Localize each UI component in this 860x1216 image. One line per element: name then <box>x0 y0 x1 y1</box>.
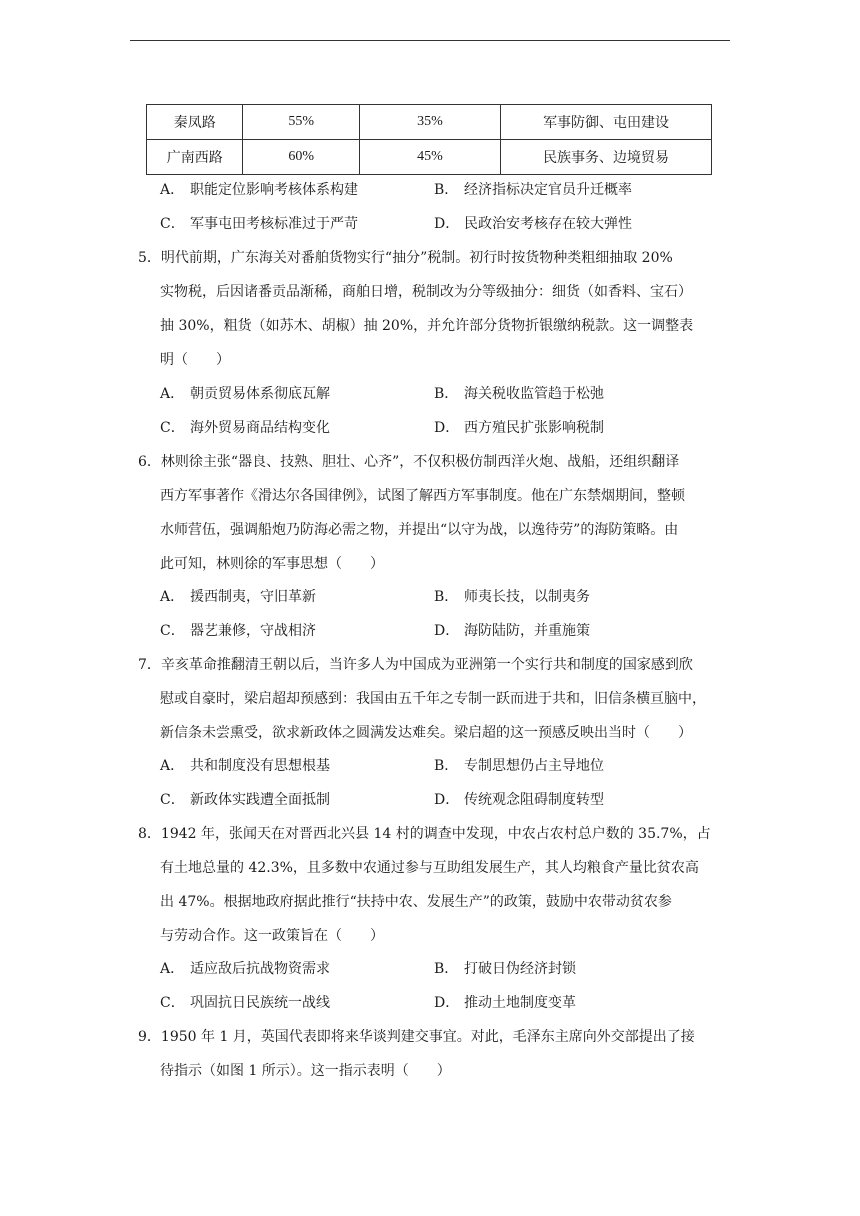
q5-line-2: 实物税，后因诸番贡品渐稀，商舶日增，税制改为分等级抽分：细货（如香料、宝石） <box>160 284 692 300</box>
q6-line-3: 水师营伍，强调船炮乃防海必需之物，并提出“以守为战，以逸待劳”的海防策略。由 <box>160 522 679 538</box>
q8-line-1: 8．1942 年，张闻天在对晋西北兴县 14 村的调查中发现，中农占农村总户数的 35.7%，占 <box>138 826 711 842</box>
q5-option-a[interactable]: A． 朝贡贸易体系彻底瓦解 <box>160 386 330 402</box>
table-cell: 秦凤路 <box>147 105 243 140</box>
q6-option-d[interactable]: D． 海防陆防，并重施策 <box>434 623 590 639</box>
q6-line-4: 此可知，林则徐的军事思想（ ） <box>160 556 384 572</box>
q6-line-2: 西方军事著作《滑达尔各国律例》，试图了解西方军事制度。他在广东禁烟期间，整顿 <box>160 488 685 504</box>
q8-line-4: 与劳动合作。这一政策旨在（ ） <box>160 928 384 944</box>
q7-line-1: 7．辛亥革命推翻清王朝以后，当许多人为中国成为亚洲第一个实行共和制度的国家感到欣 <box>138 657 693 673</box>
q6-line-1: 6．林则徐主张“器良、技熟、胆壮、心齐”，不仅积极仿制西洋火炮、战船，还组织翻译 <box>138 454 680 470</box>
q7-option-c[interactable]: C． 新政体实践遭全面抵制 <box>160 792 330 808</box>
q5-option-c[interactable]: C． 海外贸易商品结构变化 <box>160 420 330 436</box>
q5-option-b[interactable]: B． 海关税收监管趋于松弛 <box>434 386 604 402</box>
q5-line-3: 抽 30%，粗货（如苏木、胡椒）抽 20%，并允许部分货物折银缴纳税款。这一调整表 <box>160 318 694 334</box>
q5-stem <box>138 241 732 377</box>
q5-line-1: 5．明代前期，广东海关对番舶货物实行“抽分”税制。初行时按货物种类粗细抽取 20% <box>138 250 673 266</box>
q5-line-4: 明（ ） <box>160 352 230 368</box>
q9-line-1: 9．1950 年 1 月，英国代表即将来华谈判建交事宜。对此，毛泽东主席向外交部提出了接 <box>138 1029 695 1045</box>
q8-option-d[interactable]: D． 推动土地制度变革 <box>434 995 576 1011</box>
table-cell: 55% <box>243 105 359 140</box>
q4-option-c[interactable]: C． 军事屯田考核标准过于严苛 <box>160 216 358 232</box>
table-cell: 60% <box>243 140 359 175</box>
table-cell: 45% <box>359 140 500 175</box>
q7-option-a[interactable]: A． 共和制度没有思想根基 <box>160 758 330 774</box>
q8-line-2: 有土地总量的 42.3%，且多数中农通过参与互助组发展生产，其人均粮食产量比贫农高 <box>160 860 699 876</box>
q7-option-d[interactable]: D． 传统观念阻碍制度转型 <box>434 792 604 808</box>
q9-line-2: 待指示（如图 1 所示）。这一指示表明（ ） <box>160 1063 451 1079</box>
table-cell: 军事防御、屯田建设 <box>501 105 712 140</box>
q4-option-a[interactable]: A． 职能定位影响考核体系构建 <box>160 182 358 198</box>
q9-stem <box>138 1020 732 1088</box>
q5-option-d[interactable]: D． 西方殖民扩张影响税制 <box>434 420 604 436</box>
header-rule <box>130 40 730 41</box>
q7-stem <box>138 648 732 750</box>
q8-option-a[interactable]: A． 适应敌后抗战物资需求 <box>160 961 330 977</box>
q6-stem <box>138 445 732 581</box>
table-cell: 广南西路 <box>147 140 243 175</box>
q4-option-d[interactable]: D． 民政治安考核存在较大弹性 <box>434 216 632 232</box>
table-row <box>147 140 712 175</box>
q8-line-3: 出 47%。根据地政府据此推行“扶持中农、发展生产”的政策，鼓励中农带动贫农参 <box>160 894 672 910</box>
q6-option-b[interactable]: B． 师夷长技，以制夷务 <box>434 589 590 605</box>
q8-option-b[interactable]: B． 打破日伪经济封锁 <box>434 961 576 977</box>
table-cell: 民族事务、边境贸易 <box>501 140 712 175</box>
q6-option-a[interactable]: A． 援西制夷，守旧革新 <box>160 589 316 605</box>
q8-stem <box>138 817 732 953</box>
q7-line-2: 慰或自豪时，梁启超却预感到：我国由五千年之专制一跃而进于共和，旧信条横亘脑中， <box>160 691 706 707</box>
q4-option-b[interactable]: B． 经济指标决定官员升迁概率 <box>434 182 632 198</box>
q6-option-c[interactable]: C． 器艺兼修，守战相济 <box>160 623 316 639</box>
q8-option-c[interactable]: C． 巩固抗日民族统一战线 <box>160 995 330 1011</box>
q7-option-b[interactable]: B． 专制思想仍占主导地位 <box>434 758 604 774</box>
table-cell: 35% <box>359 105 500 140</box>
q7-line-3: 新信条未尝熏受，欲求新政体之圆满发达难矣。梁启超的这一预感反映出当时（ ） <box>160 725 692 741</box>
table-row <box>147 105 712 140</box>
data-table <box>146 104 712 175</box>
